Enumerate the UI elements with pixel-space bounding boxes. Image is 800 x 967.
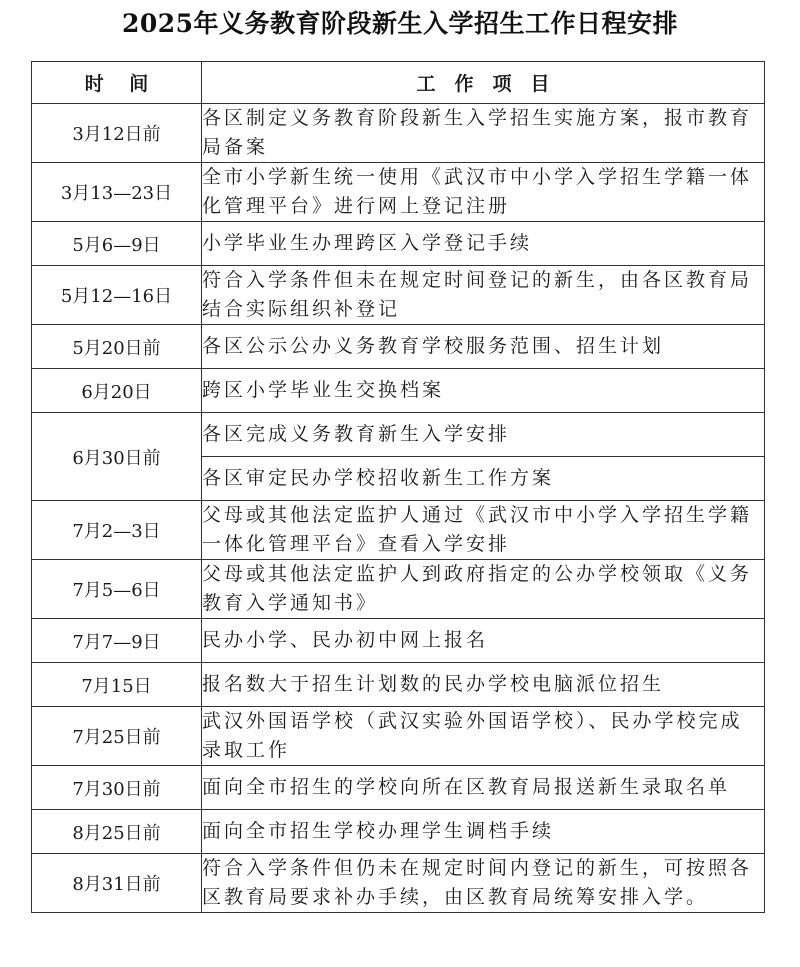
- table-row: [32, 560, 765, 619]
- row-time: 7月25日前: [32, 707, 202, 766]
- table-row: [32, 663, 765, 707]
- row-item: 各区公示公办义务教育学校服务范围、招生计划: [202, 325, 765, 369]
- row-time: 5月12—16日: [32, 266, 202, 325]
- row-time: 7月5—6日: [32, 560, 202, 619]
- row-time: 8月25日前: [32, 810, 202, 854]
- row-item: 面向全市招生的学校向所在区教育局报送新生录取名单: [202, 766, 765, 810]
- document-title: 2025年义务教育阶段新生入学招生工作日程安排: [121, 9, 679, 38]
- row-item: 跨区小学毕业生交换档案: [202, 369, 765, 413]
- schedule-table: [31, 61, 765, 913]
- table-row: [32, 266, 765, 325]
- row-item: 父母或其他法定监护人到政府指定的公办学校领取《义务教育入学通知书》: [202, 560, 765, 619]
- table-row: [32, 854, 765, 913]
- table-row: [32, 619, 765, 663]
- table-row: [32, 707, 765, 766]
- row-item: 武汉外国语学校（武汉实验外国语学校）、民办学校完成录取工作: [202, 707, 765, 766]
- table-row: [32, 369, 765, 413]
- row-time: 3月12日前: [32, 104, 202, 163]
- row-item: 各区完成义务教育新生入学安排: [202, 413, 765, 457]
- table-row: [32, 766, 765, 810]
- row-time: 8月31日前: [32, 854, 202, 913]
- table-row: [32, 104, 765, 163]
- row-time: 6月20日: [32, 369, 202, 413]
- header-item: [202, 62, 765, 104]
- header-item-label: 工 作 项 目: [416, 73, 550, 95]
- row-time: 7月30日前: [32, 766, 202, 810]
- row-item: 各区制定义务教育阶段新生入学招生实施方案，报市教育局备案: [202, 104, 765, 163]
- table-row: [32, 501, 765, 560]
- table-header-row: [32, 62, 765, 104]
- table-row: [32, 325, 765, 369]
- table-row: [32, 222, 765, 266]
- row-item: 报名数大于招生计划数的民办学校电脑派位招生: [202, 663, 765, 707]
- row-time: 6月30日前: [32, 413, 202, 501]
- row-item: 面向全市招生学校办理学生调档手续: [202, 810, 765, 854]
- table-row: [32, 810, 765, 854]
- header-time-label: 时 间: [84, 73, 149, 95]
- table-row: [32, 413, 765, 457]
- row-item: 各区审定民办学校招收新生工作方案: [202, 457, 765, 501]
- table-row: [32, 163, 765, 222]
- row-item: 全市小学新生统一使用《武汉市中小学入学招生学籍一体化管理平台》进行网上登记注册: [202, 163, 765, 222]
- row-item: 符合入学条件但未在规定时间登记的新生，由各区教育局结合实际组织补登记: [202, 266, 765, 325]
- row-time: 5月6—9日: [32, 222, 202, 266]
- row-item: 民办小学、民办初中网上报名: [202, 619, 765, 663]
- row-time: 5月20日前: [32, 325, 202, 369]
- row-item: 小学毕业生办理跨区入学登记手续: [202, 222, 765, 266]
- row-time: 7月15日: [32, 663, 202, 707]
- row-item: 符合入学条件但仍未在规定时间内登记的新生，可按照各区教育局要求补办手续，由区教育局统筹安排入学。: [202, 854, 765, 913]
- row-time: 7月7—9日: [32, 619, 202, 663]
- row-item: 父母或其他法定监护人通过《武汉市中小学入学招生学籍一体化管理平台》查看入学安排: [202, 501, 765, 560]
- header-time: [32, 62, 202, 104]
- row-time: 7月2—3日: [32, 501, 202, 560]
- row-time: 3月13—23日: [32, 163, 202, 222]
